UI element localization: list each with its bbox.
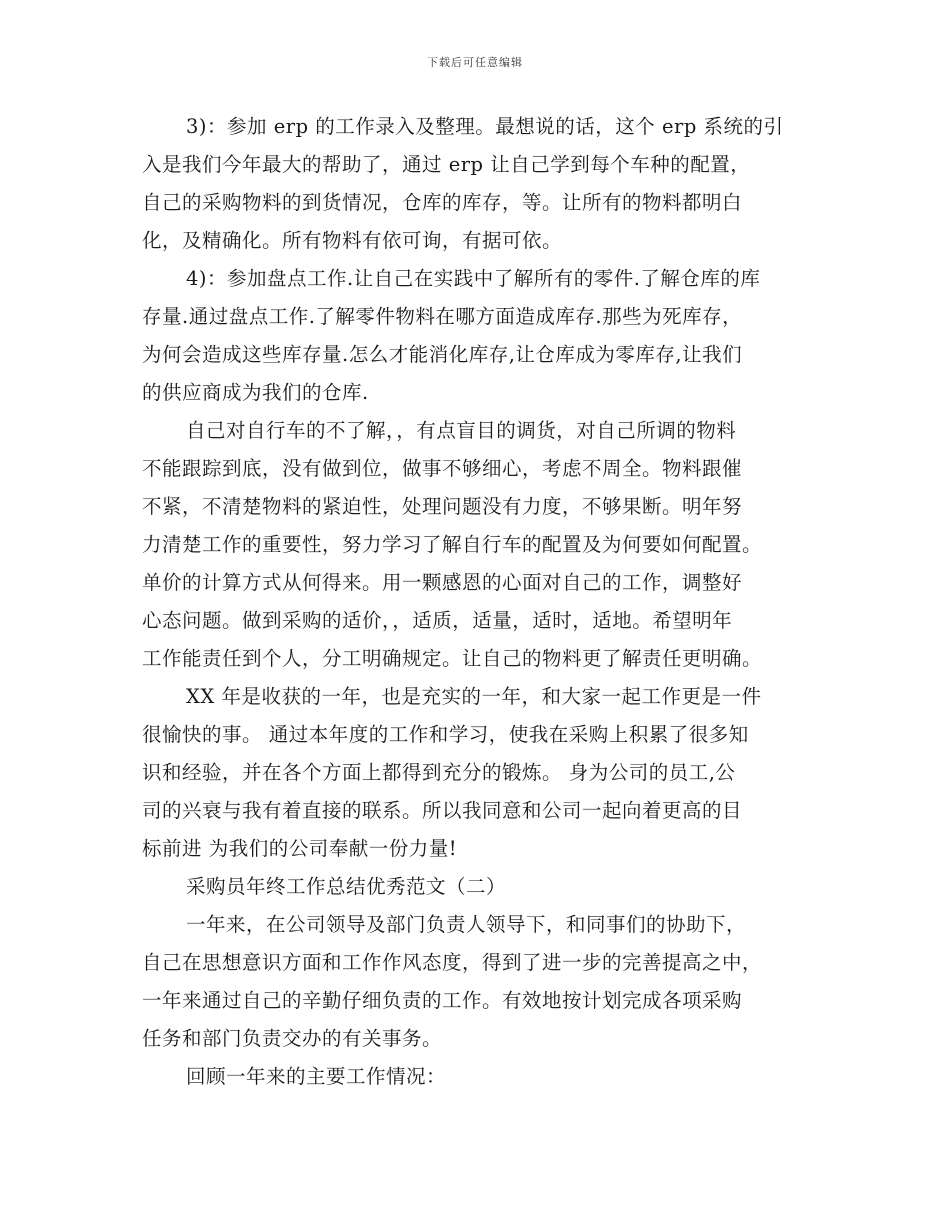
text-line: 自己对自行车的不了解，，有点盲目的调货，对自己所调的物料 bbox=[186, 419, 737, 442]
page-header: 下载后可任意编辑 bbox=[427, 56, 523, 69]
document-body bbox=[142, 108, 810, 1096]
text-line: 回顾一年来的主要工作情况： bbox=[186, 1065, 447, 1088]
text-line: XX 年是收获的一年，也是充实的一年，和大家一起工作更是一件 bbox=[186, 685, 762, 708]
text-line: 采购员年终工作总结优秀范文（二） bbox=[186, 875, 507, 898]
text-line: 单价的计算方式从何得来。用一颗感恩的心面对自己的工作，调整好 bbox=[142, 571, 743, 594]
text-line: 标前进 为我们的公司奉献一份力量! bbox=[142, 837, 458, 860]
text-line: 识和经验，并在各个方面上都得到充分的锻炼。 身为公司的员工,公 bbox=[142, 761, 736, 784]
text-line: 很愉快的事。 通过本年度的工作和学习，使我在采购上积累了很多知 bbox=[142, 723, 749, 746]
text-line: 入是我们今年最大的帮助了，通过 erp 让自己学到每个车种的配置， bbox=[142, 153, 751, 176]
text-line: 化，及精确化。所有物料有依可询，有据可依。 bbox=[142, 229, 563, 252]
text-line: 一年来，在公司领导及部门负责人领导下，和同事们的协助下， bbox=[186, 913, 747, 936]
text-line: 工作能责任到个人，分工明确规定。让自己的物料更了解责任更明确。 bbox=[142, 647, 763, 670]
text-line: 自己在思想意识方面和工作作风态度，得到了进一步的完善提高之中， bbox=[142, 951, 763, 974]
text-line: 存量.通过盘点工作.了解零件物料在哪方面造成库存.那些为死库存， bbox=[142, 305, 743, 328]
text-line: 自己的采购物料的到货情况，仓库的库存，等。让所有的物料都明白 bbox=[142, 191, 743, 214]
text-line: 心态问题。做到采购的适价，，适质，适量，适时，适地。希望明年 bbox=[142, 609, 733, 632]
text-line: 3)：参加 erp 的工作录入及整理。最想说的话，这个 erp 系统的引 bbox=[186, 115, 784, 138]
text-line: 不能跟踪到底，没有做到位，做事不够细心，考虑不周全。物料跟催 bbox=[142, 457, 743, 480]
text-line: 不紧，不清楚物料的紧迫性，处理问题没有力度，不够果断。明年努 bbox=[142, 495, 743, 518]
text-line: 4)：参加盘点工作.让自己在实践中了解所有的零件.了解仓库的库 bbox=[186, 267, 761, 290]
text-line: 的供应商成为我们的仓库. bbox=[142, 381, 369, 404]
text-line: 任务和部门负责交办的有关事务。 bbox=[142, 1027, 443, 1050]
text-line: 司的兴衰与我有着直接的联系。所以我同意和公司一起向着更高的目 bbox=[142, 799, 743, 822]
text-line: 力清楚工作的重要性，努力学习了解自行车的配置及为何要如何配置。 bbox=[142, 533, 763, 556]
text-line: 为何会造成这些库存量.怎么才能消化库存,让仓库成为零库存,让我们 bbox=[142, 343, 743, 366]
text-line: 一年来通过自己的辛勤仔细负责的工作。有效地按计划完成各项采购 bbox=[142, 989, 743, 1012]
